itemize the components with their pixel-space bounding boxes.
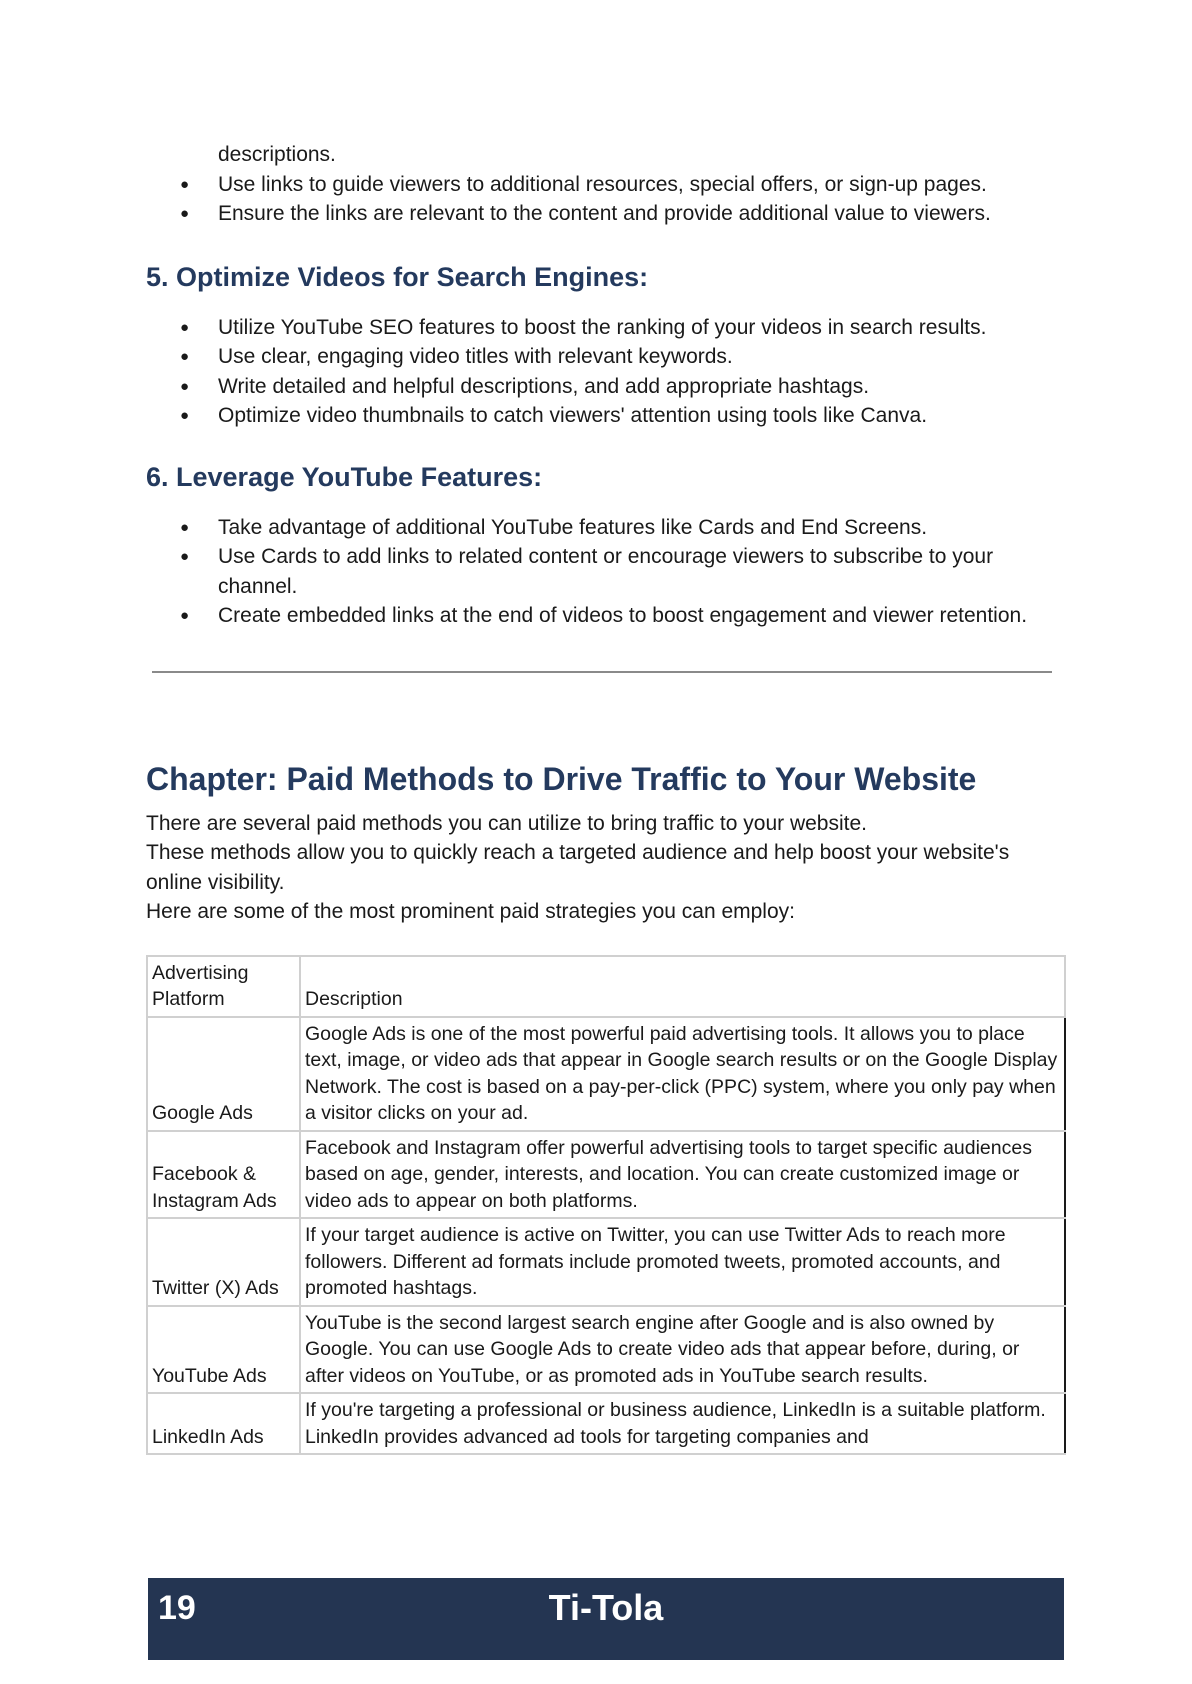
list-item (146, 542, 1066, 601)
intro-line: There are several paid methods you can utilize to bring traffic to your website. (146, 811, 867, 835)
footer-brand: Ti-Tola (548, 1587, 664, 1628)
column-header-description: Description (300, 956, 1065, 1017)
description-cell: If you're targeting a professional or business audience, LinkedIn is a suitable platform. LinkedIn provides advanced ad tools for targeting companies and (300, 1393, 1065, 1454)
bullet-text: Optimize video thumbnails to catch viewers' attention using tools like Canva. (218, 404, 928, 427)
description-cell: YouTube is the second largest search engine after Google and is also owned by Google. You can use Google Ads to create video ads that appear before, during, or after videos on YouTube, or as promoted ads in YouTube search results. (300, 1306, 1065, 1394)
description-cell: Google Ads is one of the most powerful paid advertising tools. It allows you to place text, image, or video ads that appear in Google search results or on the Google Display Network. The cost is based on a pay-per-click (PPC) system, where you only pay when a visitor clicks on your ad. (300, 1017, 1065, 1131)
description-cell: Facebook and Instagram offer powerful advertising tools to target specific audiences based on age, gender, interests, and location. You can create customized image or video ads to appear on both platforms. (300, 1131, 1065, 1219)
bullet-icon: ● (180, 348, 190, 365)
platform-cell: YouTube Ads (147, 1306, 300, 1394)
bullet-icon: ● (180, 205, 190, 222)
page-footer (148, 1578, 1064, 1660)
bullet-icon: ● (180, 518, 190, 536)
table-row (147, 1306, 1065, 1394)
continued-bullet-text: descriptions. (218, 143, 336, 166)
platform-cell: LinkedIn Ads (147, 1393, 300, 1454)
bullet-icon: ● (180, 407, 190, 424)
bullet-icon: ● (180, 548, 190, 565)
bullet-text: Utilize YouTube SEO features to boost the ranking of your videos in search results. (218, 315, 987, 339)
column-header-platform: Advertising Platform (147, 956, 300, 1017)
top-bullet-list (146, 170, 1066, 229)
bullet-text: Create embedded links at the end of videos to boost engagement and viewer retention. (218, 604, 1028, 627)
page-number: 19 (158, 1589, 196, 1627)
description-cell: If your target audience is active on Twitter, you can use Twitter Ads to reach more followers. Different ad formats include promoted tweets, promoted accounts, and promoted hashtags. (300, 1218, 1065, 1306)
section5-bullet-list (146, 313, 1066, 431)
list-item (146, 313, 1066, 343)
section-heading-optimize-videos: 5. Optimize Videos for Search Engines: (146, 261, 649, 292)
bullet-icon: ● (180, 318, 190, 336)
intro-line: These methods allow you to quickly reach a targeted audience and help boost your website's online visibility. (146, 841, 1010, 894)
page-content (146, 140, 1066, 1455)
list-item (146, 372, 1066, 402)
platform-cell: Twitter (X) Ads (147, 1218, 300, 1306)
list-item (146, 513, 1066, 543)
table-row (147, 1017, 1065, 1131)
list-item (146, 199, 1066, 229)
section-divider (152, 671, 1052, 673)
bullet-text: Use Cards to add links to related content or encourage viewers to subscribe to your channel. (218, 545, 994, 598)
bullet-icon: ● (180, 175, 190, 193)
section6-bullet-list (146, 513, 1066, 631)
bullet-text: Use links to guide viewers to additional resources, special offers, or sign-up pages. (218, 172, 987, 196)
bullet-icon: ● (180, 377, 190, 395)
list-item (146, 170, 1066, 200)
chapter-intro (146, 809, 1066, 927)
table-row (147, 1218, 1065, 1306)
intro-line: Here are some of the most prominent paid strategies you can employ: (146, 900, 795, 923)
bullet-text: Ensure the links are relevant to the content and provide additional value to viewers. (218, 202, 991, 225)
list-item (146, 401, 1066, 431)
bullet-text: Take advantage of additional YouTube features like Cards and End Screens. (218, 515, 928, 539)
table-row (147, 1131, 1065, 1219)
bullet-text: Write detailed and helpful descriptions, and add appropriate hashtags. (218, 374, 870, 398)
list-item (146, 601, 1066, 631)
bullet-text: Use clear, engaging video titles with relevant keywords. (218, 345, 733, 368)
chapter-title: Chapter: Paid Methods to Drive Traffic to Your Website (146, 760, 977, 797)
platform-cell: Facebook & Instagram Ads (147, 1131, 300, 1219)
paid-methods-table (146, 955, 1066, 1456)
table-row (147, 1393, 1065, 1454)
table-header-row (147, 956, 1065, 1017)
list-item (146, 342, 1066, 372)
section-heading-leverage-youtube: 6. Leverage YouTube Features: (146, 461, 543, 492)
platform-cell: Google Ads (147, 1017, 300, 1131)
bullet-icon: ● (180, 607, 190, 624)
